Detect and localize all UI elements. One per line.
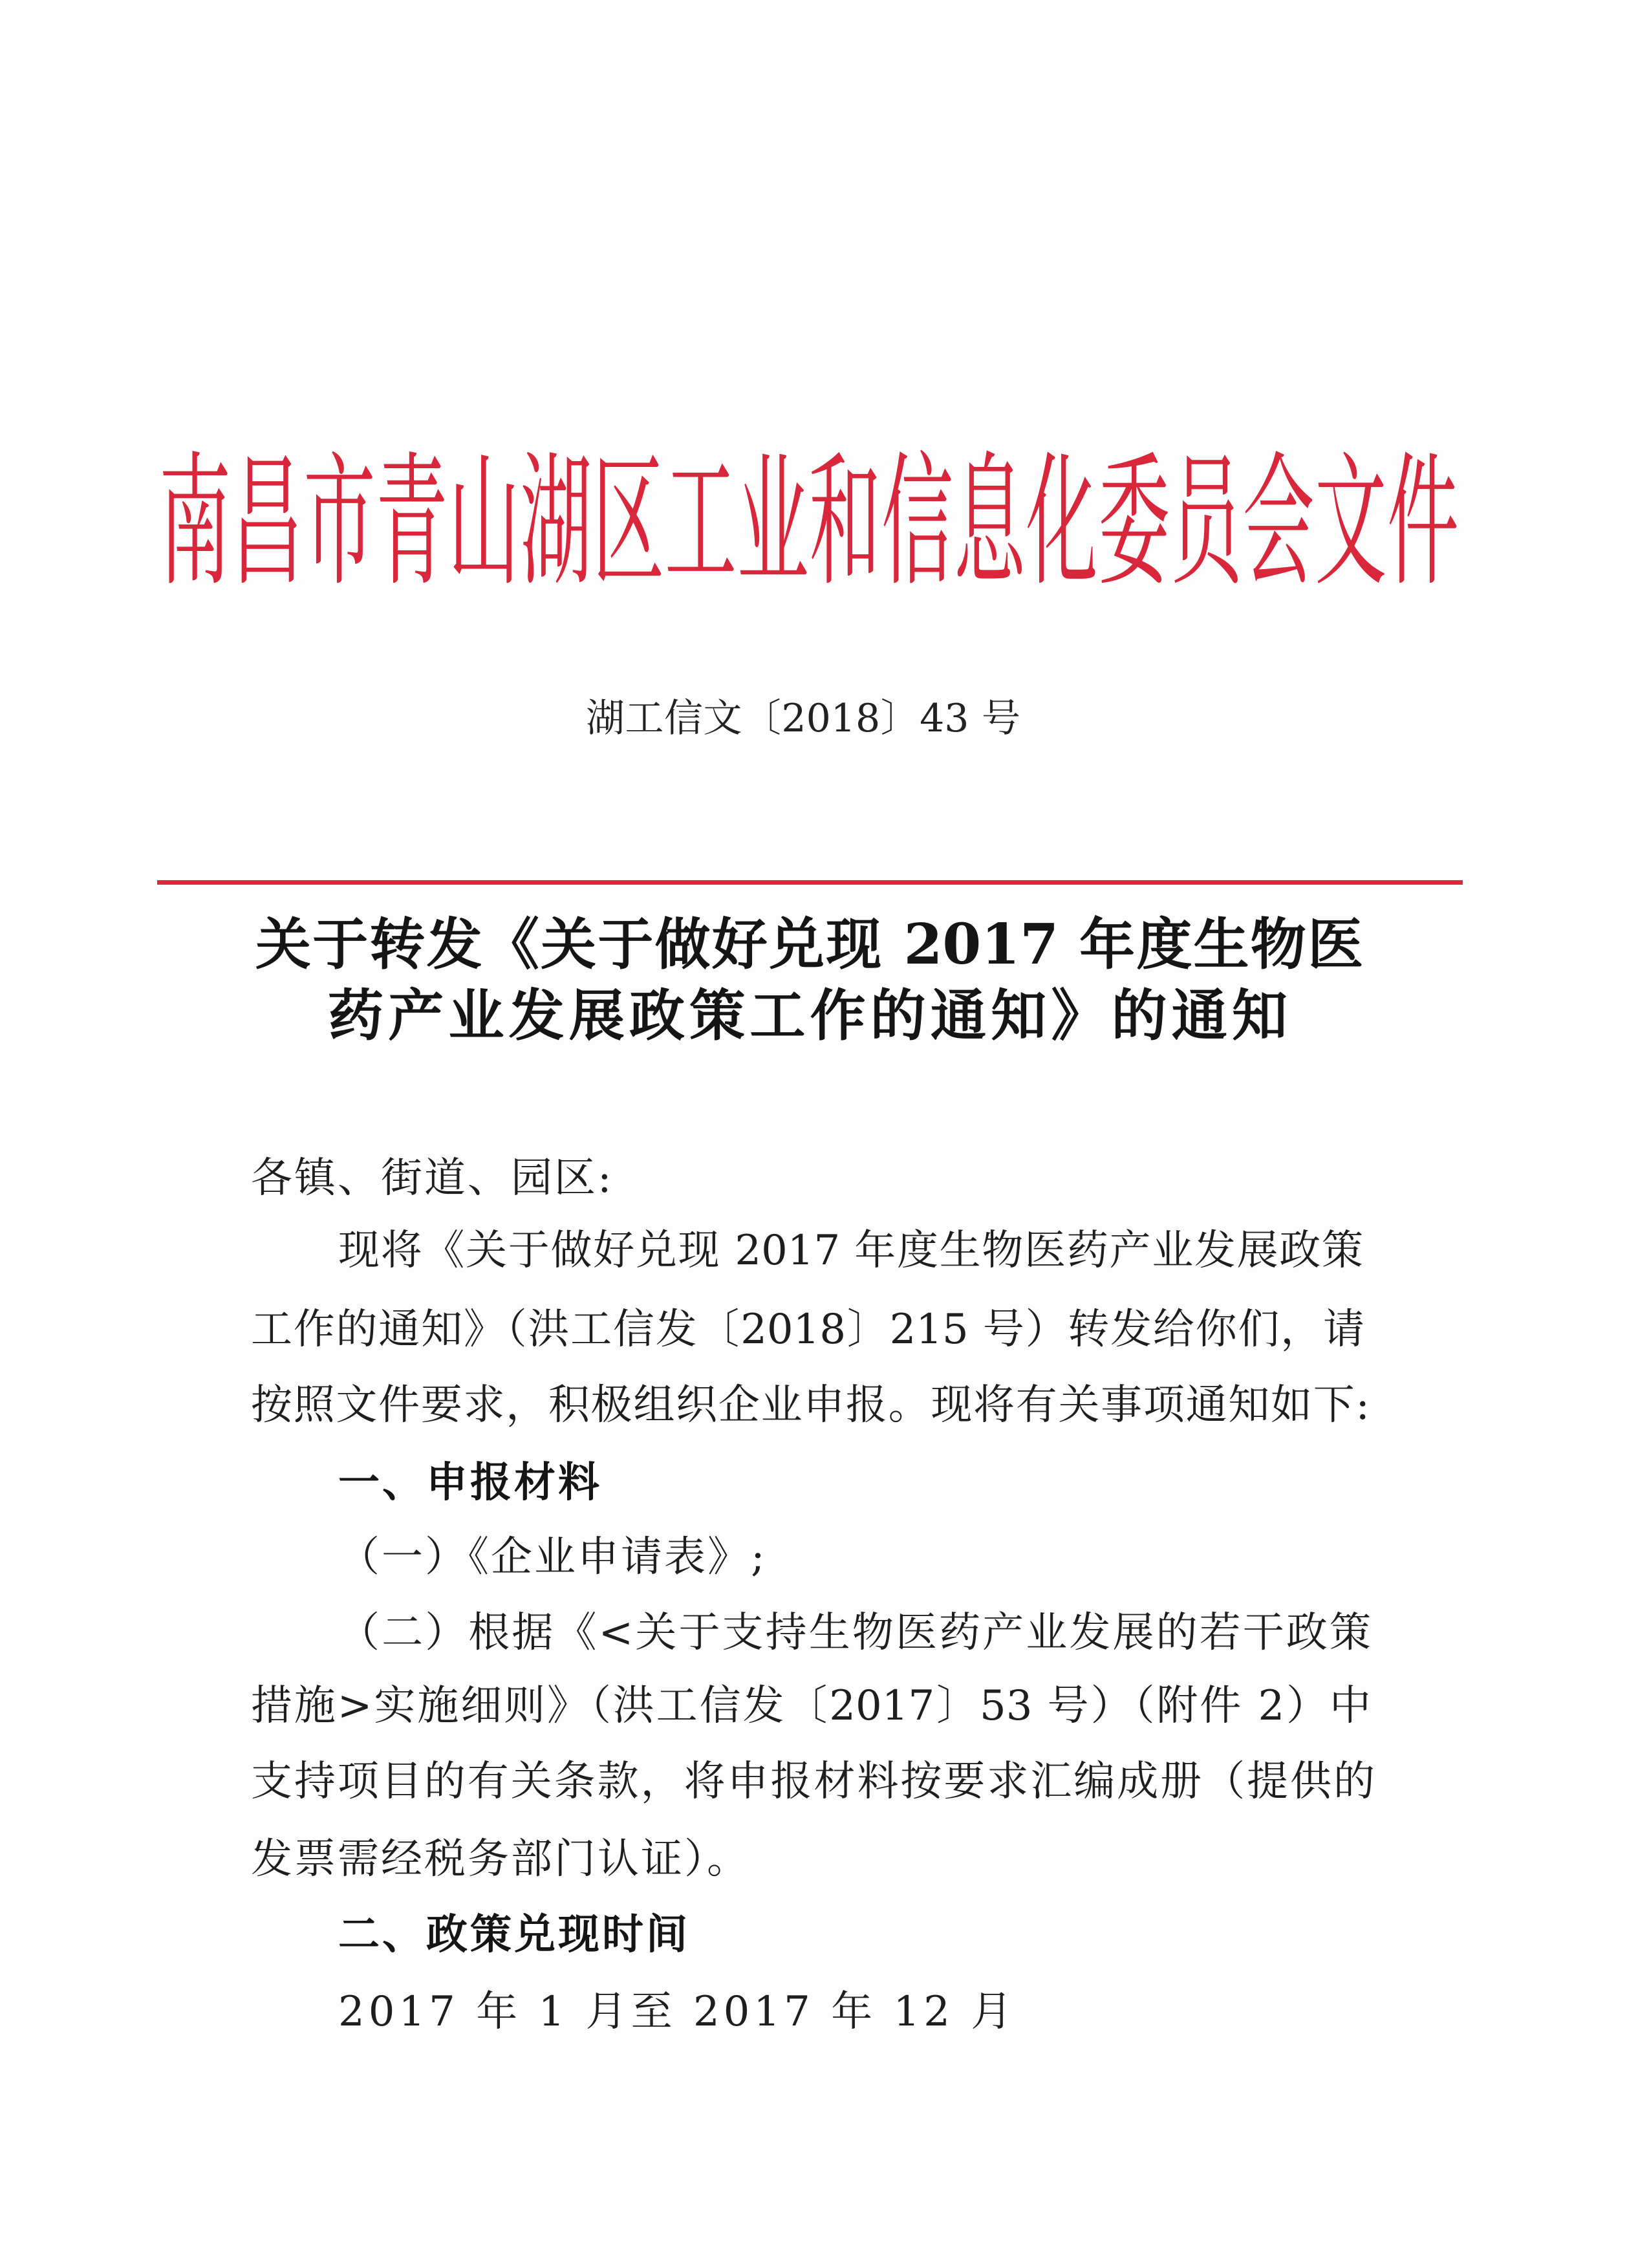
intro-line-2: 工作的通知》（洪工信发〔2018〕215 号）转发给你们，请 xyxy=(251,1306,1364,1354)
materials-item-2-line-2: 措施>实施细则》（洪工信发〔2017〕53 号）（附件 2）中 xyxy=(251,1682,1371,1730)
section-heading-time: 二、政策兑现时间 xyxy=(338,1911,690,1959)
document-title-line-1: 关于转发《关于做好兑现 2017 年度生物医 xyxy=(255,912,1363,977)
salutation: 各镇、街道、园区: xyxy=(251,1154,614,1202)
intro-line-3: 按照文件要求，积极组织企业申报。现将有关事项通知如下: xyxy=(251,1381,1370,1429)
red-divider-line xyxy=(157,880,1463,885)
materials-item-2-line-3: 支持项目的有关条款，将申报材料按要求汇编成册（提供的 xyxy=(251,1758,1375,1806)
materials-item-2-line-4: 发票需经税务部门认证）。 xyxy=(251,1835,750,1883)
document-title-line-2: 药产业发展政策工作的通知》的通知 xyxy=(328,983,1288,1048)
policy-time-range: 2017 年 1 月至 2017 年 12 月 xyxy=(338,1988,1017,2036)
intro-line-1: 现将《关于做好兑现 2017 年度生物医药产业发展政策 xyxy=(338,1227,1363,1275)
section-heading-materials: 一、申报材料 xyxy=(338,1459,602,1507)
materials-item-2-line-1: （二）根据《<关于支持生物医药产业发展的若干政策 xyxy=(338,1609,1371,1657)
materials-item-1: （一）《企业申请表》; xyxy=(338,1533,767,1581)
document-number: 湖工信文〔2018〕43 号 xyxy=(586,696,1020,741)
issuing-organization-header: 南昌市青山湖区工业和信息化委员会文件 xyxy=(159,445,1459,604)
